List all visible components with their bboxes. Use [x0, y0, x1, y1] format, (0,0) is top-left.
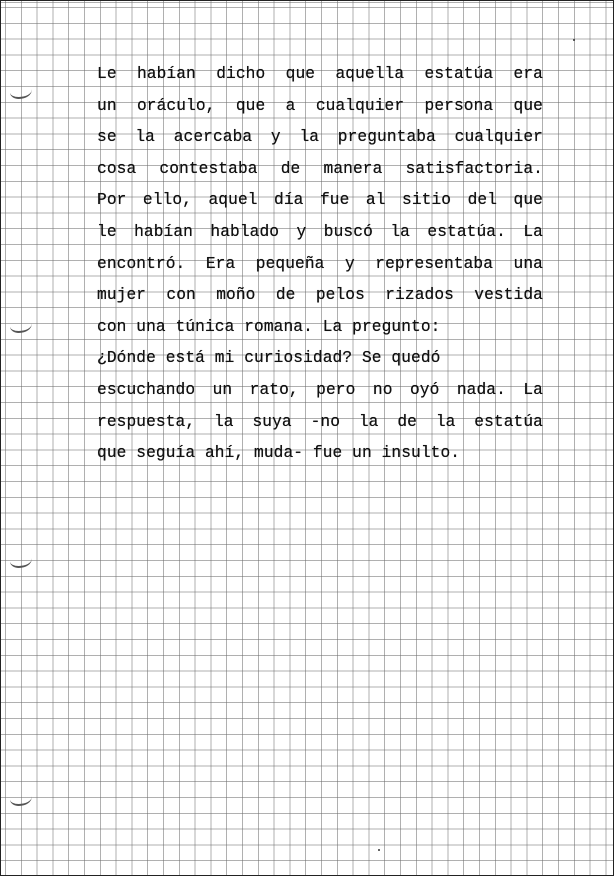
text-line: que seguía ahí, muda- fue un insulto.: [97, 444, 461, 463]
text-line: escuchando un rato, pero no oyó nada. La: [97, 380, 543, 399]
paper-speck: [573, 39, 575, 41]
binder-hole-mark: [10, 317, 32, 333]
text-line: ¿Dónde está mi curiosidad? Se quedó: [97, 349, 441, 368]
paper-speck: [378, 849, 380, 851]
binder-hole-mark: [10, 790, 32, 806]
text-line: mujer con moño de pelos rizados vestida: [97, 286, 543, 305]
text-line: un oráculo, que a cualquier persona que: [97, 96, 543, 115]
text-line: le habían hablado y buscó la estatúa. La: [97, 222, 543, 241]
text-line: encontró. Era pequeña y representaba una: [97, 254, 543, 273]
text-line: cosa contestaba de manera satisfactoria.: [97, 159, 543, 178]
text-line: Le habían dicho que aquella estatúa era: [97, 65, 543, 83]
text-line: Por ello, aquel día fue al sitio del que: [97, 191, 543, 210]
binder-hole-mark: [10, 552, 32, 568]
binder-hole-mark: [10, 83, 32, 99]
text-line: respuesta, la suya -no la de la estatúa: [97, 412, 543, 431]
handwritten-paragraph: [97, 59, 547, 470]
text-line: se la acercaba y la preguntaba cualquier: [97, 128, 543, 147]
text-line: con una túnica romana. La pregunto:: [97, 317, 441, 336]
